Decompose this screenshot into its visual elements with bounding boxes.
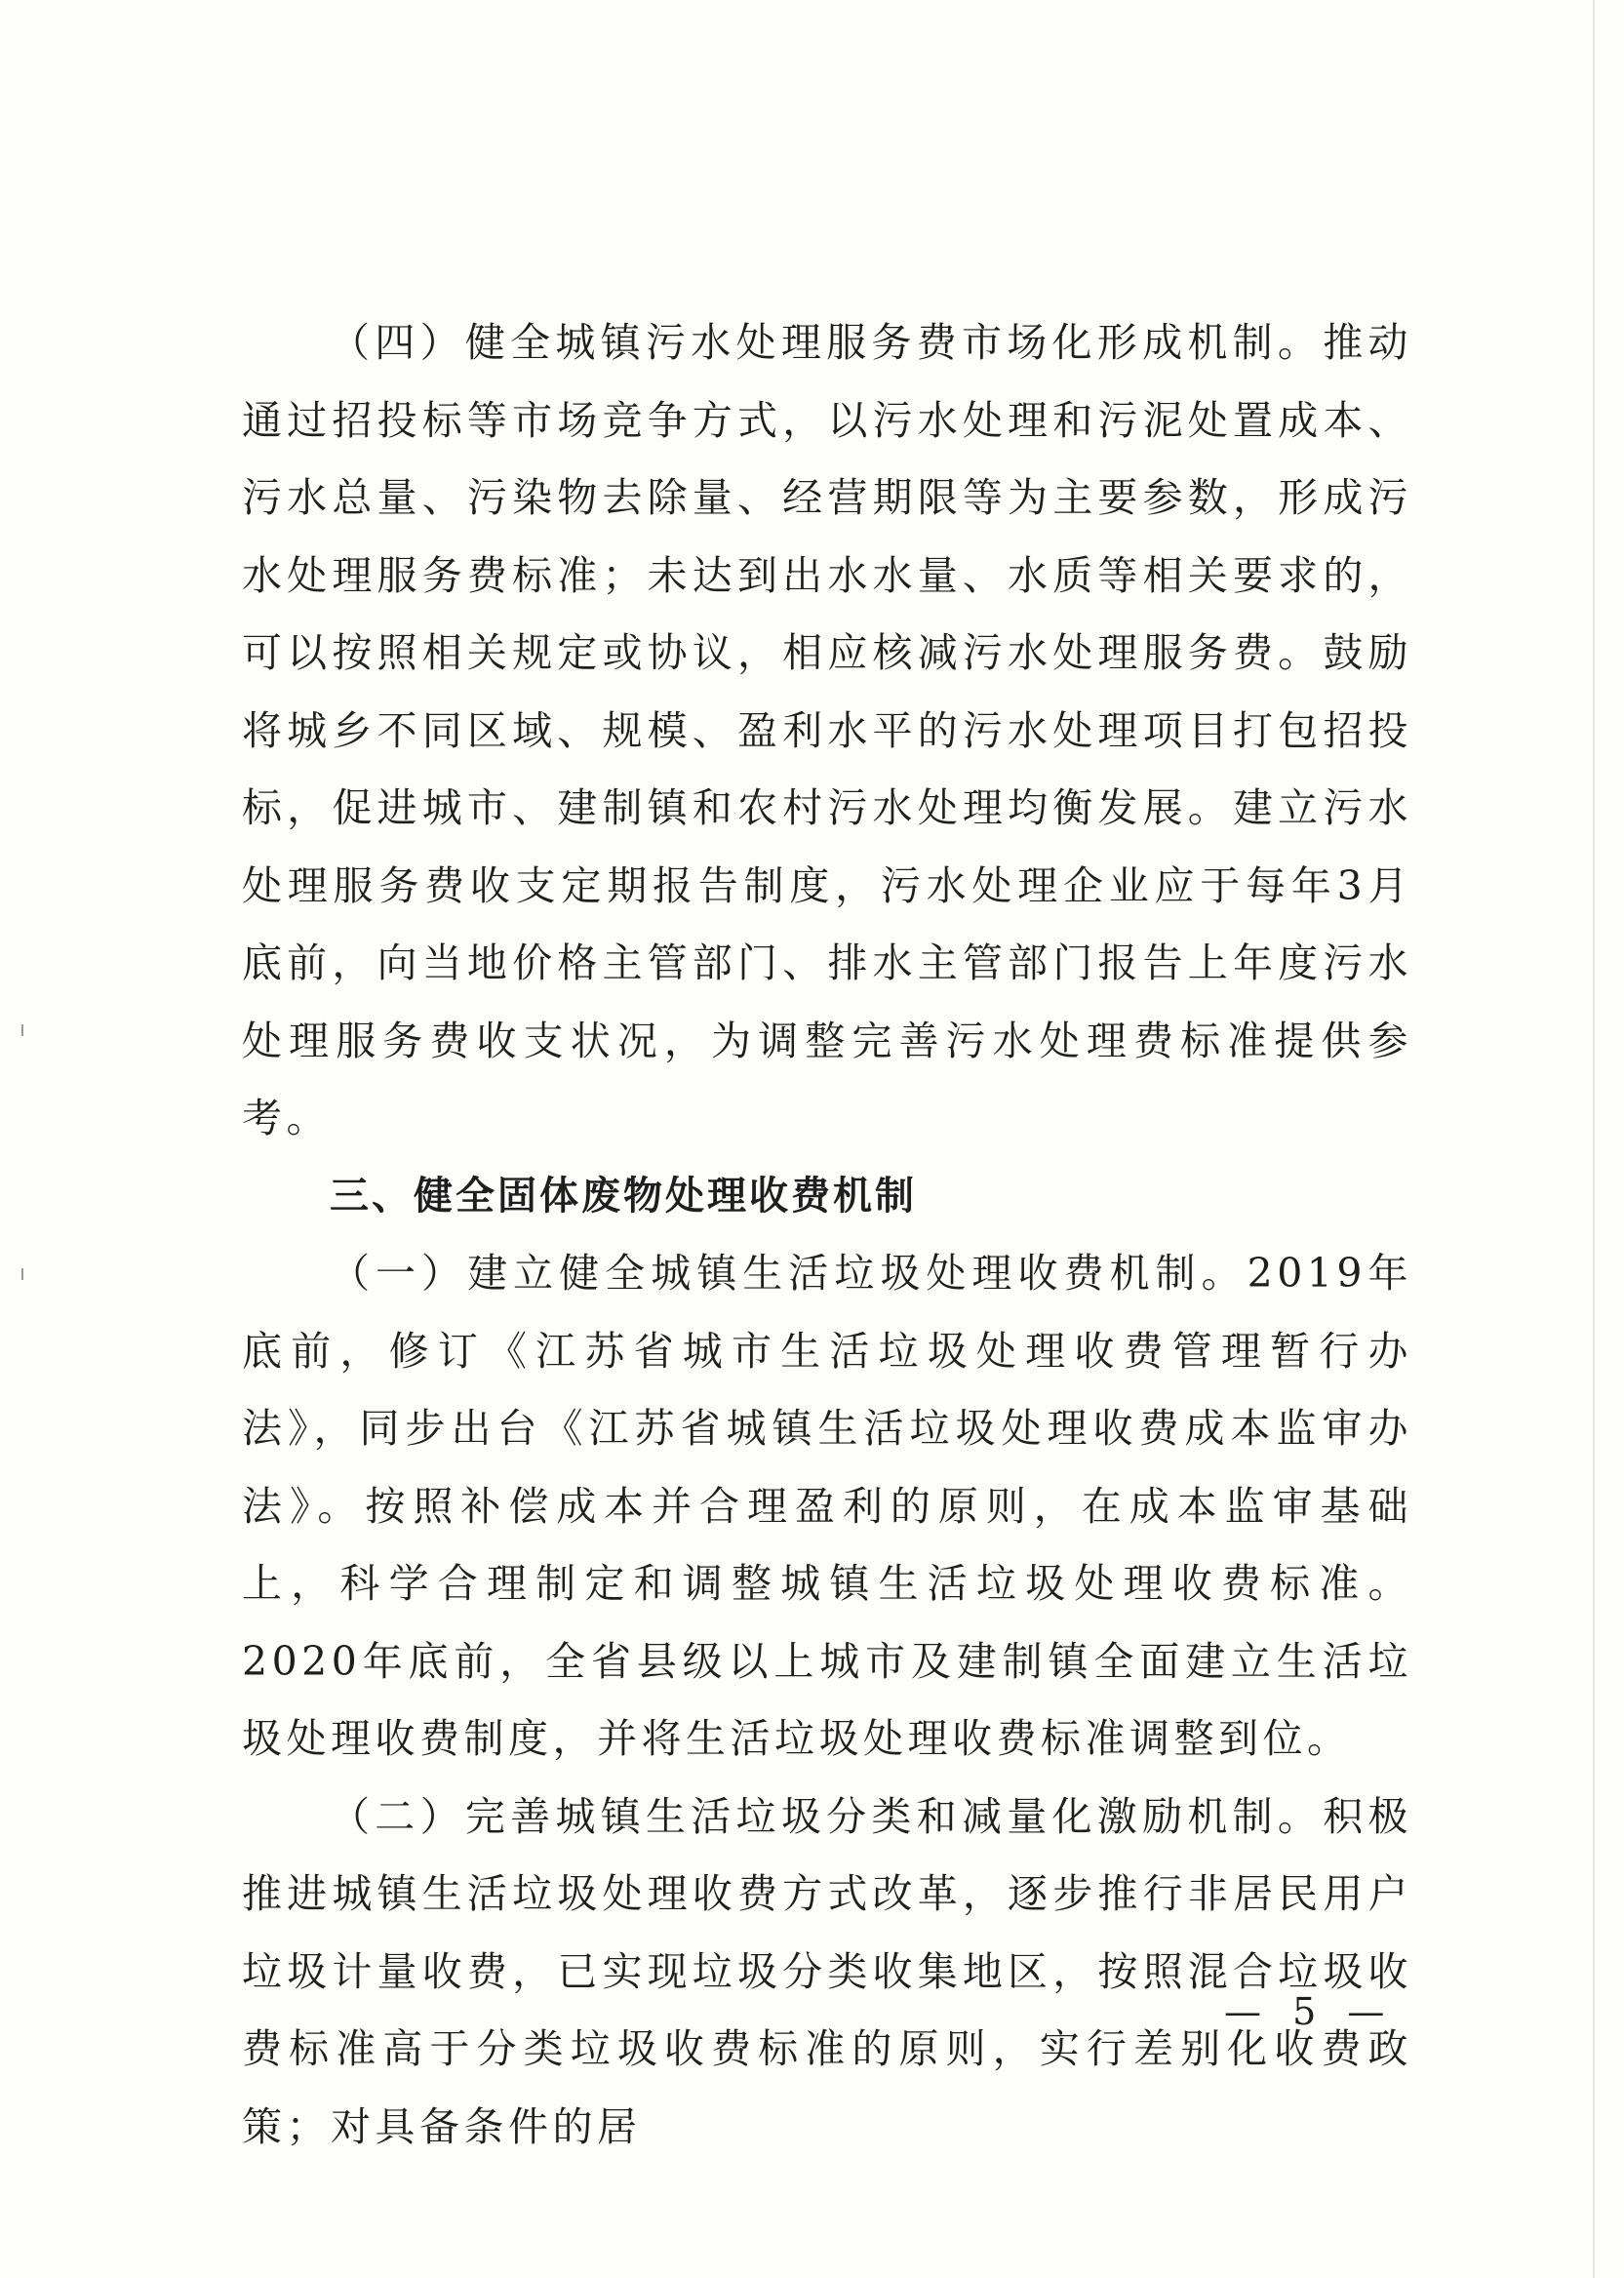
paragraph-garbage-classification: （二）完善城镇生活垃圾分类和减量化激励机制。积极推进城镇生活垃圾处理收费方式改革，逐步推行非居民用户垃圾计量收费，已实现垃圾分类收集地区，按照混合垃圾收费标准高于分类垃圾收费标准的原则，实行差别化收费政策；对具备条件的居: [242, 1792, 1412, 2150]
section-heading-solid-waste: 三、健全固体废物处理收费机制: [330, 1173, 917, 1219]
page-edge: [1593, 0, 1595, 2278]
scan-mark: [21, 1024, 23, 1036]
paragraph-wastewater-fee-mechanism: （四）健全城镇污水处理服务费市场化形成机制。推动通过招投标等市场竞争方式，以污水处理和污泥处置成本、污水总量、污染物去除量、经营期限等为主要参数，形成污水处理服务费标准；未达到出水水量、水质等相关要求的，可以按照相关规定或协议，相应核减污水处理服务费。鼓励将城乡不同区域、规模、盈利水平的污水处理项目打包招投标，促进城市、建制镇和农村污水处理均衡发展。建立污水处理服务费收支定期报告制度，污水处理企业应于每年3月底前，向当地价格主管部门、排水主管部门报告上年度污水处理服务费收支状况，为调整完善污水处理费标准提供参考。: [242, 319, 1412, 1141]
scan-mark: [21, 1268, 23, 1280]
paragraph-garbage-fee-mechanism: （一）建立健全城镇生活垃圾处理收费机制。2019年底前，修订《江苏省城市生活垃圾处理收费管理暂行办法》，同步出台《江苏省城镇生活垃圾处理收费成本监审办法》。按照补偿成本并合理盈利的原则，在成本监审基础上，科学合理制定和调整城镇生活垃圾处理收费标准。2020年底前，全省县级以上城市及建制镇全面建立生活垃圾处理收费制度，并将生活垃圾处理收费标准调整到位。: [242, 1250, 1412, 1762]
page-number: — 5 —: [1224, 1990, 1395, 2033]
document-body: [242, 304, 1412, 2166]
